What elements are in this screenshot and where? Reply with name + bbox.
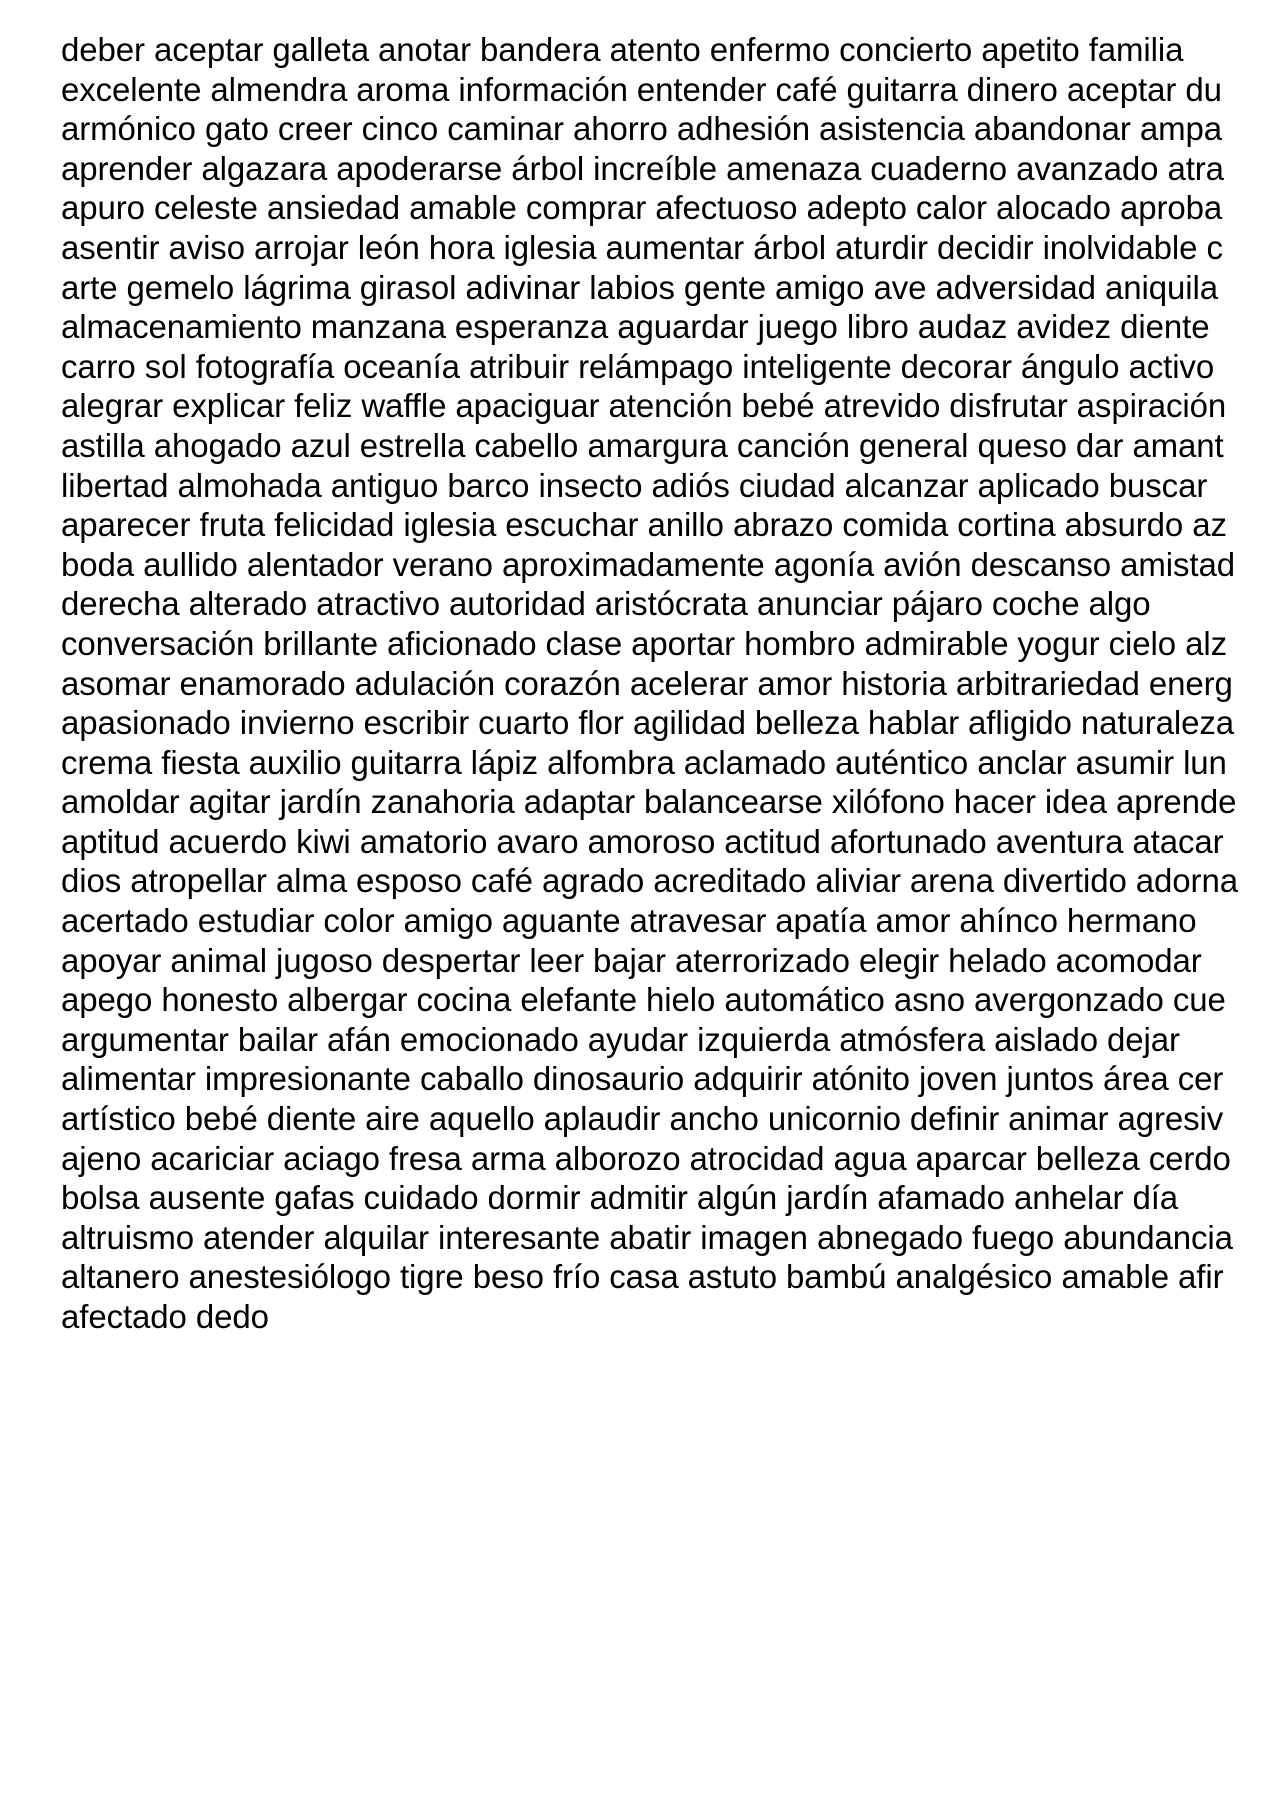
text-line: apuro celeste ansiedad amable comprar afectuoso adepto calor alocado aproba bbox=[61, 189, 1223, 227]
text-line: astilla ahogado azul estrella cabello amargura canción general queso dar amant bbox=[61, 426, 1224, 464]
text-line: arte gemelo lágrima girasol adivinar labios gente amigo ave adversidad aniquila bbox=[61, 268, 1218, 306]
word-list-paragraph bbox=[61, 30, 1280, 1337]
text-line: alegrar explicar feliz waffle apaciguar atención bebé atrevido disfrutar aspiración bbox=[61, 387, 1227, 425]
text-line: dios atropellar alma esposo café agrado acreditado aliviar arena divertido adorna bbox=[61, 862, 1238, 900]
text-line: asomar enamorado adulación corazón acelerar amor historia arbitrariedad energ bbox=[61, 664, 1233, 702]
text-line: acertado estudiar color amigo aguante atravesar apatía amor ahínco hermano bbox=[61, 902, 1197, 940]
text-line: conversación brillante aficionado clase aportar hombro admirable yogur cielo alz bbox=[61, 624, 1227, 662]
text-line: altruismo atender alquilar interesante abatir imagen abnegado fuego abundancia bbox=[61, 1218, 1233, 1256]
text-line: amoldar agitar jardín zanahoria adaptar balancearse xilófono hacer idea aprende bbox=[61, 783, 1237, 821]
text-line: argumentar bailar afán emocionado ayudar izquierda atmósfera aislado dejar bbox=[61, 1020, 1180, 1058]
text-line: aparecer fruta felicidad iglesia escuchar anillo abrazo comida cortina absurdo az bbox=[61, 506, 1227, 544]
text-line: carro sol fotografía oceanía atribuir relámpago inteligente decorar ángulo activo bbox=[61, 347, 1215, 385]
text-line: bolsa ausente gafas cuidado dormir admitir algún jardín afamado anhelar día bbox=[61, 1179, 1179, 1217]
text-line: armónico gato creer cinco caminar ahorro adhesión asistencia abandonar ampa bbox=[61, 110, 1223, 148]
text-line: deber aceptar galleta anotar bandera atento enfermo concierto apetito familia bbox=[61, 31, 1184, 68]
text-line: aprender algazara apoderarse árbol increíble amenaza cuaderno avanzado atra bbox=[61, 149, 1224, 187]
text-line: excelente almendra aroma información entender café guitarra dinero aceptar du bbox=[61, 70, 1222, 108]
text-line: ajeno acariciar aciago fresa arma alborozo atrocidad agua aparcar belleza cerdo bbox=[61, 1139, 1231, 1177]
text-line: crema fiesta auxilio guitarra lápiz alfombra aclamado auténtico anclar asumir lun bbox=[61, 743, 1227, 781]
text-line: libertad almohada antiguo barco insecto adiós ciudad alcanzar aplicado buscar bbox=[61, 466, 1208, 504]
text-line: apego honesto albergar cocina elefante hielo automático asno avergonzado cue bbox=[61, 981, 1226, 1019]
text-line: artístico bebé diente aire aquello aplaudir ancho unicornio definir animar agresiv bbox=[61, 1100, 1224, 1138]
text-line: derecha alterado atractivo autoridad aristócrata anunciar pájaro coche algo bbox=[61, 585, 1151, 623]
text-line: altanero anestesiólogo tigre beso frío casa astuto bambú analgésico amable afir bbox=[61, 1258, 1224, 1296]
text-line: boda aullido alentador verano aproximadamente agonía avión descanso amistad bbox=[61, 545, 1235, 583]
text-line: apoyar animal jugoso despertar leer bajar aterrorizado elegir helado acomodar bbox=[61, 941, 1202, 979]
text-line: afectado dedo bbox=[61, 1298, 269, 1335]
text-line: aptitud acuerdo kiwi amatorio avaro amoroso actitud afortunado aventura atacar bbox=[61, 822, 1224, 860]
text-line: alimentar impresionante caballo dinosaurio adquirir atónito joven juntos área cer bbox=[61, 1060, 1224, 1098]
text-line: almacenamiento manzana esperanza aguardar juego libro audaz avidez diente bbox=[61, 308, 1210, 346]
text-line: asentir aviso arrojar león hora iglesia aumentar árbol aturdir decidir inolvidable c bbox=[61, 228, 1223, 266]
text-line: apasionado invierno escribir cuarto flor agilidad belleza hablar afligido naturaleza bbox=[61, 704, 1234, 742]
